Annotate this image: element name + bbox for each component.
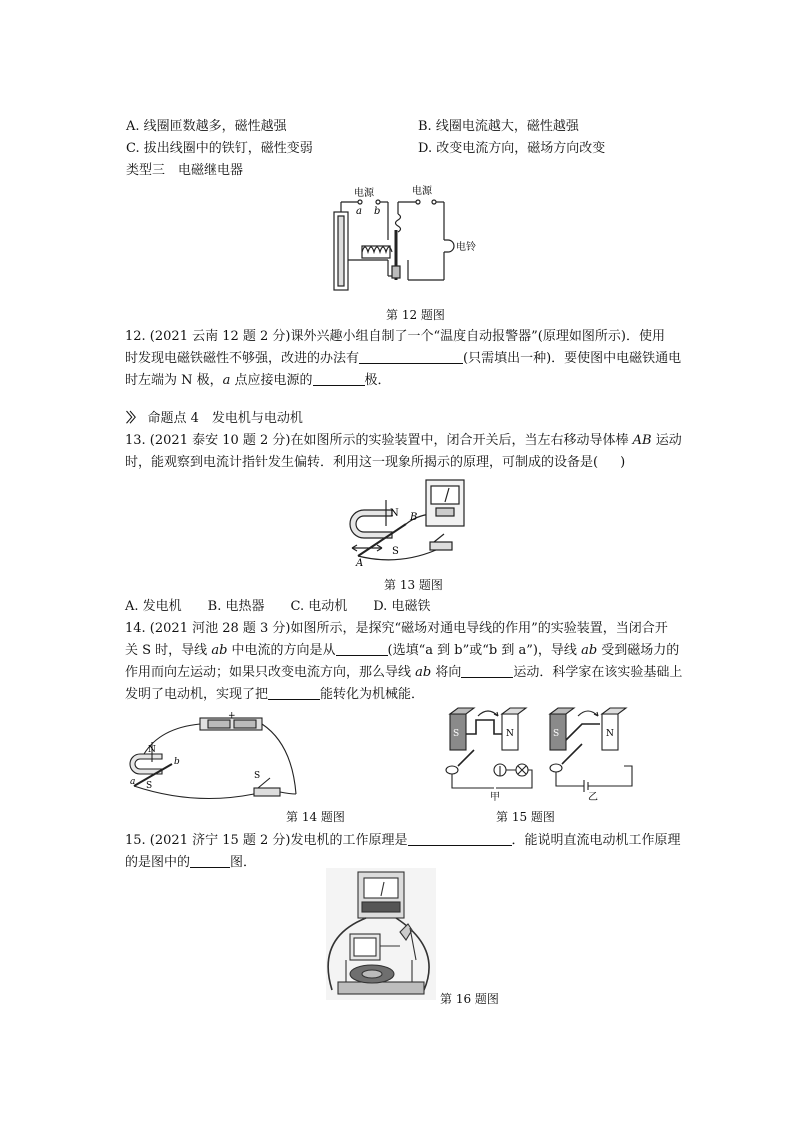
q14-blank-2[interactable] [461, 663, 513, 678]
q14-line2: 关 S 时，导线 ab 中电流的方向是从 (选填“a 到 b”或“b 到 a”)，导线 ab 受到磁场力的 [125, 643, 680, 658]
option-d: D. 改变电流方向，磁场方向改变 [418, 141, 606, 156]
label-n-yi: N [606, 729, 614, 739]
label-n: N [148, 745, 156, 755]
q15-line2: 的是图中的 图． [125, 855, 257, 870]
svg-text:+: + [228, 712, 236, 721]
q15-blank-1[interactable] [408, 831, 512, 846]
label-s-jia: S [453, 729, 460, 739]
q14-blank-3[interactable] [268, 685, 320, 700]
q12-blank-2[interactable] [313, 371, 365, 386]
coil [362, 247, 392, 252]
option-a: A. 线圈匝数越多，磁性越强 [126, 119, 287, 134]
label-yi: 乙 [588, 792, 598, 802]
q14-line1: 14. (2021 河池 28 题 3 分)如图所示，是探究“磁场对通电导线的作用”的实验装置，当闭合开 [125, 621, 668, 636]
section-marker-icon: 〉〉 [126, 411, 140, 426]
label-b: b [174, 757, 180, 767]
q13-line1: 13. (2021 泰安 10 题 2 分)在如图所示的实验装置中，闭合开关后，当左右移动导体棒 AB 运动 [125, 433, 682, 448]
section-4-header: 〉〉 命题点 4 发电机与电动机 [126, 411, 303, 426]
figure-16-photo [326, 868, 436, 1000]
figure-13-caption: 第 13 题图 [384, 578, 443, 592]
q12-line2: 时发现电磁铁磁性不够强，改进的办法有 (只需填出一种)．要使图中电磁铁通电 [125, 351, 682, 366]
q13-options: A. 发电机 B. 电热器 C. 电动机 D. 电磁铁 [125, 599, 431, 614]
label-power-left: 电源 [354, 188, 374, 199]
label-a: a [356, 206, 362, 217]
figure-14-caption: 第 14 题图 [286, 810, 345, 824]
q14-blank-1[interactable] [336, 641, 388, 656]
q15-blank-2[interactable] [190, 853, 230, 868]
option-c: C. 拔出线圈中的铁钉，磁性变弱 [126, 141, 313, 156]
label-b: B [410, 512, 418, 523]
horseshoe-magnet [130, 754, 162, 774]
figure-15-comparison [438, 704, 638, 802]
base [338, 982, 424, 994]
label-power-right: 电源 [412, 186, 432, 197]
q12-line3: 时左端为 N 极，a 点应接电源的 极． [125, 373, 391, 388]
q15-line1: 15. (2021 济宁 15 题 2 分)发电机的工作原理是 ．能说明直流电动机工作原理 [125, 833, 681, 848]
label-s: S [392, 546, 399, 557]
label-jia: 甲 [490, 792, 500, 802]
label-a: A [356, 558, 364, 568]
q13-line2: 时，能观察到电流计指针发生偏转．利用这一现象所揭示的原理，可制成的设备是( ) [125, 455, 626, 470]
label-switch-s: S [254, 771, 261, 781]
figure-14-motor-setup [128, 712, 302, 804]
label-n: N [390, 508, 399, 519]
option-b: B. 线圈电流越大，磁性越强 [418, 119, 579, 134]
label-a: a [130, 777, 136, 787]
figure-13-generator-setup [346, 476, 470, 568]
figure-12-caption: 第 12 题图 [386, 308, 445, 322]
q14-line3: 作用而向左运动；如果只改变电流方向，那么导线 ab 将向 运动．科学家在该实验基础上 [125, 665, 683, 680]
q12-line1: 12. (2021 云南 12 题 2 分)课外兴趣小组自制了一个“温度自动报警器”(原理如图所示)．使用 [125, 329, 665, 344]
label-s-yi: S [553, 729, 560, 739]
figure-16-caption: 第 16 题图 [440, 992, 499, 1006]
label-n-jia: N [506, 729, 514, 739]
q12-blank-1[interactable] [359, 349, 463, 364]
figure-15-caption: 第 15 题图 [496, 810, 555, 824]
label-b: b [374, 206, 381, 217]
label-s: S [146, 781, 153, 791]
figure-12-relay [326, 180, 486, 298]
switch [254, 788, 280, 796]
label-bell: 电铃 [456, 242, 476, 253]
q14-line4: 发明了电动机，实现了把 能转化为机械能． [125, 687, 425, 702]
section-type3-title: 类型三 电磁继电器 [126, 163, 244, 178]
